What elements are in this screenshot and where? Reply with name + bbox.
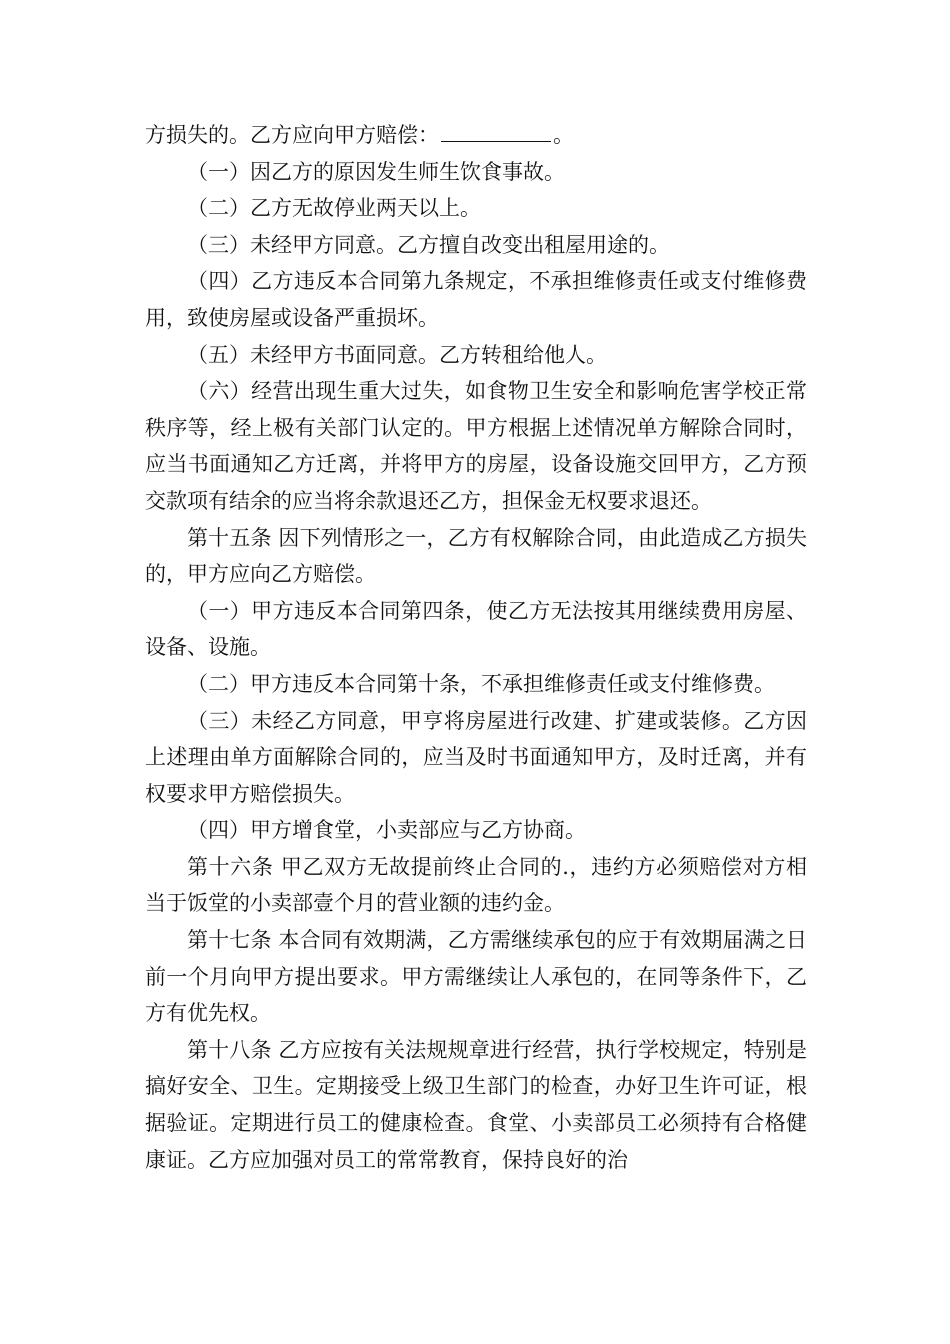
first-line-text: 方损失的。乙方应向甲方赔偿：: [145, 123, 439, 147]
article-15: 第十五条 因下列情形之一，乙方有权解除合同，由此造成乙方损失的，甲方应向乙方赔偿。: [145, 525, 807, 587]
paragraph: （一）因乙方的原因发生师生饮食事故。: [187, 159, 565, 184]
article-17: 第十七条 本合同有效期满，乙方需继续承包的应于有效期届满之日前一个月向甲方提出要求。甲方需继续让人承包的，在同等条件下，乙方有优先权。: [145, 928, 807, 1026]
paragraph: （五）未经甲方书面同意。乙方转租给他人。: [187, 342, 607, 367]
fill-in-blank: [441, 121, 551, 142]
paragraph: （三）未经乙方同意，甲亨将房屋进行改建、扩建或装修。乙方因上述理由单方面解除合同的，应当及时书面通知甲方，及时迁离，并有权要求甲方赔偿损失。: [145, 708, 807, 806]
paragraph: （二）甲方违反本合同第十条，不承担维修责任或支付维修费。: [187, 671, 775, 696]
paragraph: （四）乙方违反本合同第九条规定，不承担维修责任或支付维修费用，致使房屋或设备严重损坏。: [145, 269, 807, 330]
document-page: [145, 117, 807, 1178]
paragraph: （四）甲方增食堂，小卖部应与乙方协商。: [187, 818, 586, 843]
article-16: 第十六条 甲乙双方无故提前终止合同的.，违约方必须赔偿对方相当于饭堂的小卖部壹个月的营业额的违约金。: [145, 854, 807, 916]
paragraph: （一）甲方违反本合同第四条，使乙方无法按其用继续费用房屋、设备、设施。: [145, 598, 807, 660]
article-18: 第十八条 乙方应按有关法规规章进行经营，执行学校规定，特别是搞好安全、卫生。定期接受上级卫生部门的检查，办好卫生许可证，根据验证。定期进行员工的健康检查。食堂、小卖部员工必须持有合格健康证。乙方应加强对员工的常常教育，保持良好的治: [145, 1037, 807, 1172]
first-line-end: 。: [553, 123, 574, 147]
paragraph-continuation: [145, 117, 807, 154]
paragraph: （三）未经甲方同意。乙方擅自改变出租屋用途的。: [187, 232, 670, 257]
paragraph: （六）经营出现生重大过失，如食物卫生安全和影响危害学校正常秩序等，经上极有关部门认定的。甲方根据上述情况单方解除合同时，应当书面通知乙方迁离，并将甲方的房屋，设备设施交回甲方，乙方预交款项有结余的应当将余款退还乙方，担保金无权要求退还。: [145, 379, 807, 513]
paragraph: （二）乙方无故停业两天以上。: [187, 196, 481, 221]
